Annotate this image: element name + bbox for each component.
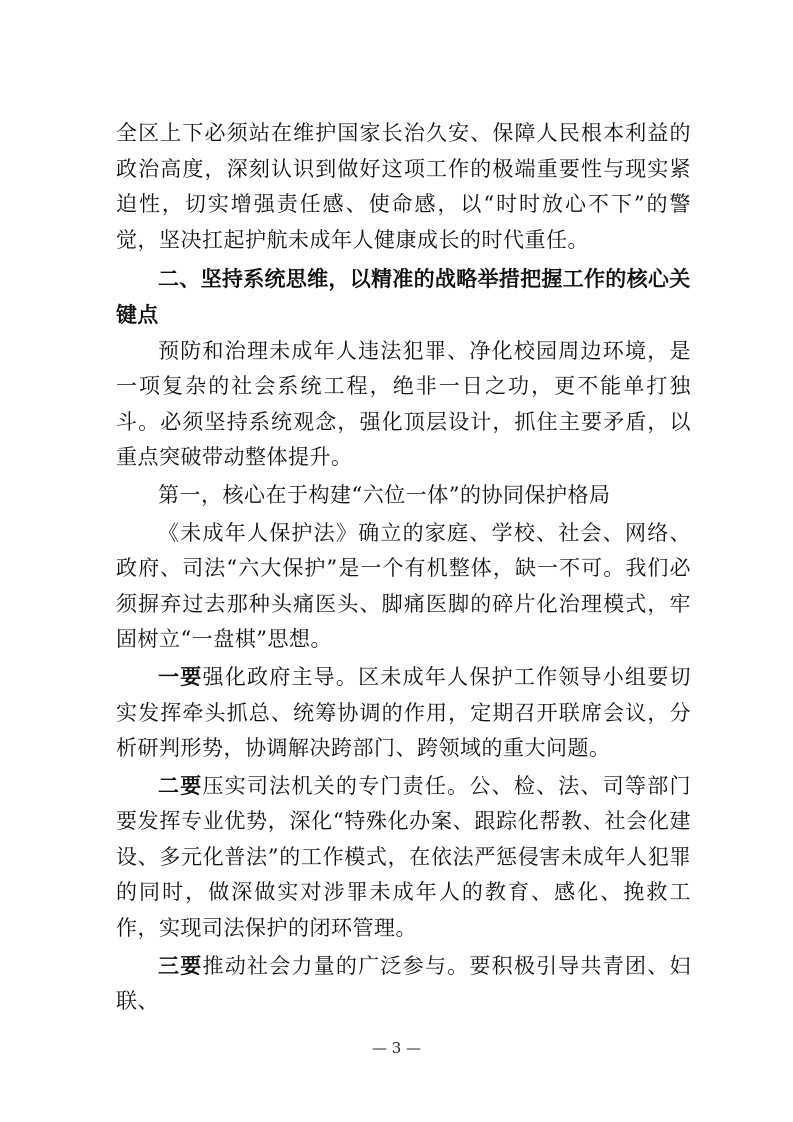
document-body (116, 116, 691, 1020)
paragraph-3: 第一，核心在于构建“六位一体”的协同保护格局 (158, 482, 611, 507)
paragraph-7-text: 推动社会力量的广泛参与。要积极引导共青团、妇联、 (116, 953, 692, 1014)
paragraph-5-text: 强化政府主导。区未成年人保护工作领导小组要切实发挥牵头抓总、统筹协调的作用，定期召开联席会议，分析研判形势，协调解决跨部门、跨领域的重大问题。 (116, 664, 692, 761)
paragraph-2: 预防和治理未成年人违法犯罪、净化校园周边环境，是一项复杂的社会系统工程，绝非一日之功，更不能单打独斗。必须坚持系统观念，强化顶层设计，抓住主要矛盾，以重点突破带动整体提升。 (116, 338, 691, 470)
paragraph-1: 全区上下必须站在维护国家长治久安、保障人民根本利益的政治高度，深刻认识到做好这项工作的极端重要性与现实紧迫性，切实增强责任感、使命感，以“时时放心不下”的警觉，坚决扛起护航未成年人健康成长的时代重任。 (116, 121, 691, 252)
paragraph-6 (116, 769, 691, 947)
paragraph-7 (116, 949, 691, 1020)
paragraph-7-lead: 三要 (158, 953, 203, 978)
paragraph-5-lead: 一要 (158, 664, 203, 689)
paragraph-6-text: 压实司法机关的专门责任。公、检、法、司等部门要发挥专业优势，深化“特殊化办案、跟踪化帮教、社会化建设、多元化普法”的工作模式，在依法严惩侵害未成年人犯罪的同时，做深做实对涉罪未成年人的教育、感化、挽救工作，实现司法保护的闭环管理。 (116, 773, 692, 941)
paragraph-6-lead: 二要 (158, 773, 203, 798)
page-number: — 3 — (371, 1039, 422, 1057)
paragraph-5 (116, 660, 691, 767)
section-heading-2: 二、坚持系统思维，以精准的战略举措把握工作的核心关键点 (116, 267, 691, 327)
paragraph-4: 《未成年人保护法》确立的家庭、学校、社会、网络、政府、司法“六大保护”是一个有机整体，缺一不可。我们必须摒弃过去那种头痛医头、脚痛医脚的碎片化治理模式，牢固树立“一盘棋”思想。 (116, 520, 691, 652)
